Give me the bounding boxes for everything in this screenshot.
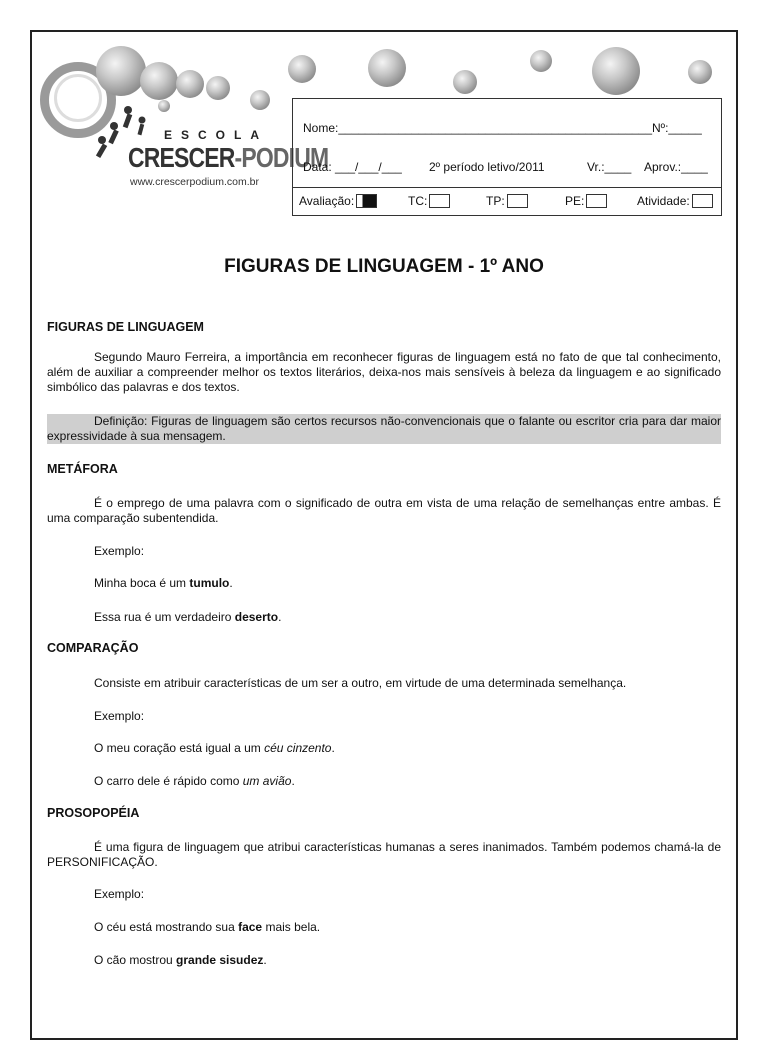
paragraph-comparacao: Consiste em atribuir características de um ser a outro, em virtude de uma determinada semelhança. <box>94 676 627 690</box>
avaliacao-item <box>299 194 377 208</box>
paragraph-prosopopeia: É uma figura de linguagem que atribui características humanas a seres inanimados. Também podemos chamá-la de PERSONIFICAÇÃO. <box>47 840 721 869</box>
comparacao-example-2: O carro dele é rápido como um avião. <box>94 774 295 788</box>
tc-label: TC: <box>408 194 428 208</box>
heading-figuras: FIGURAS DE LINGUAGEM <box>47 320 204 334</box>
heading-prosopopeia: PROSOPOPÉIA <box>47 806 140 820</box>
tp-item <box>486 194 528 208</box>
period-label: 2º período letivo/2011 <box>429 160 545 174</box>
metafora-example-1: Minha boca é um tumulo. <box>94 576 233 590</box>
prosopopeia-example-2: O cão mostrou grande sisudez. <box>94 953 267 967</box>
decor-circle <box>288 55 316 83</box>
paragraph-intro: Segundo Mauro Ferreira, a importância em reconhecer figuras de linguagem está no fato de que tal conhecimento, além de auxiliar a compreender melhor os textos literários, deixa-nos mais sensíveis à beleza da linguagem e ao significado simbólico das palavras e dos textos. <box>47 350 721 394</box>
pe-item <box>565 194 607 208</box>
logo-bubble <box>96 46 146 96</box>
evaluation-row <box>293 187 721 217</box>
avaliacao-checkbox[interactable] <box>356 194 377 208</box>
pe-label: PE: <box>565 194 585 208</box>
tc-checkbox[interactable] <box>429 194 450 208</box>
aprov-field[interactable]: Aprov.:____ <box>644 160 708 174</box>
avaliacao-label: Avaliação: <box>299 194 355 208</box>
decor-circle <box>368 49 406 87</box>
logo-url: www.crescerpodium.com.br <box>130 176 259 188</box>
logo-bubble <box>206 76 230 100</box>
vr-field[interactable]: Vr.:____ <box>587 160 632 174</box>
atividade-checkbox[interactable] <box>692 194 713 208</box>
paragraph-definicao: Definição: Figuras de linguagem são certos recursos não-convencionais que o falante ou escritor cria para dar maior expressividade à sua mensagem. <box>47 414 721 443</box>
document-title: FIGURAS DE LINGUAGEM - 1º ANO <box>224 256 544 277</box>
decor-circle <box>453 70 477 94</box>
example-label: Exemplo: <box>94 887 145 901</box>
atividade-item <box>637 194 713 208</box>
metafora-example-2: Essa rua é um verdadeiro deserto. <box>94 610 282 624</box>
comparacao-example-1: O meu coração está igual a um céu cinzento. <box>94 741 335 755</box>
decor-circle <box>592 47 640 95</box>
atividade-label: Atividade: <box>637 194 690 208</box>
decor-circle <box>688 60 712 84</box>
decor-circle <box>530 50 552 72</box>
pe-checkbox[interactable] <box>586 194 607 208</box>
prosopopeia-example-1: O céu está mostrando sua face mais bela. <box>94 920 321 934</box>
logo-school-name: CRESCER-PODIUM <box>128 142 329 173</box>
date-field[interactable]: Data: ___/___/___ <box>303 160 402 174</box>
tc-item <box>408 194 450 208</box>
tp-checkbox[interactable] <box>507 194 528 208</box>
student-info-form <box>292 98 722 216</box>
heading-comparacao: COMPARAÇÃO <box>47 641 139 655</box>
logo-bubble <box>140 62 178 100</box>
logo-bubble <box>176 70 204 98</box>
example-label: Exemplo: <box>94 709 145 723</box>
logo-escola-text: ESCOLA <box>164 128 269 142</box>
paragraph-metafora: É o emprego de uma palavra com o significado de outra em vista de uma relação de semelhanças entre ambas. É uma comparação subentendida. <box>47 496 721 525</box>
logo-bubble <box>250 90 270 110</box>
example-label: Exemplo: <box>94 544 145 558</box>
tp-label: TP: <box>486 194 505 208</box>
name-field[interactable]: Nome:_______________________________________________Nº:_____ <box>303 121 702 135</box>
heading-metafora: METÁFORA <box>47 462 118 476</box>
